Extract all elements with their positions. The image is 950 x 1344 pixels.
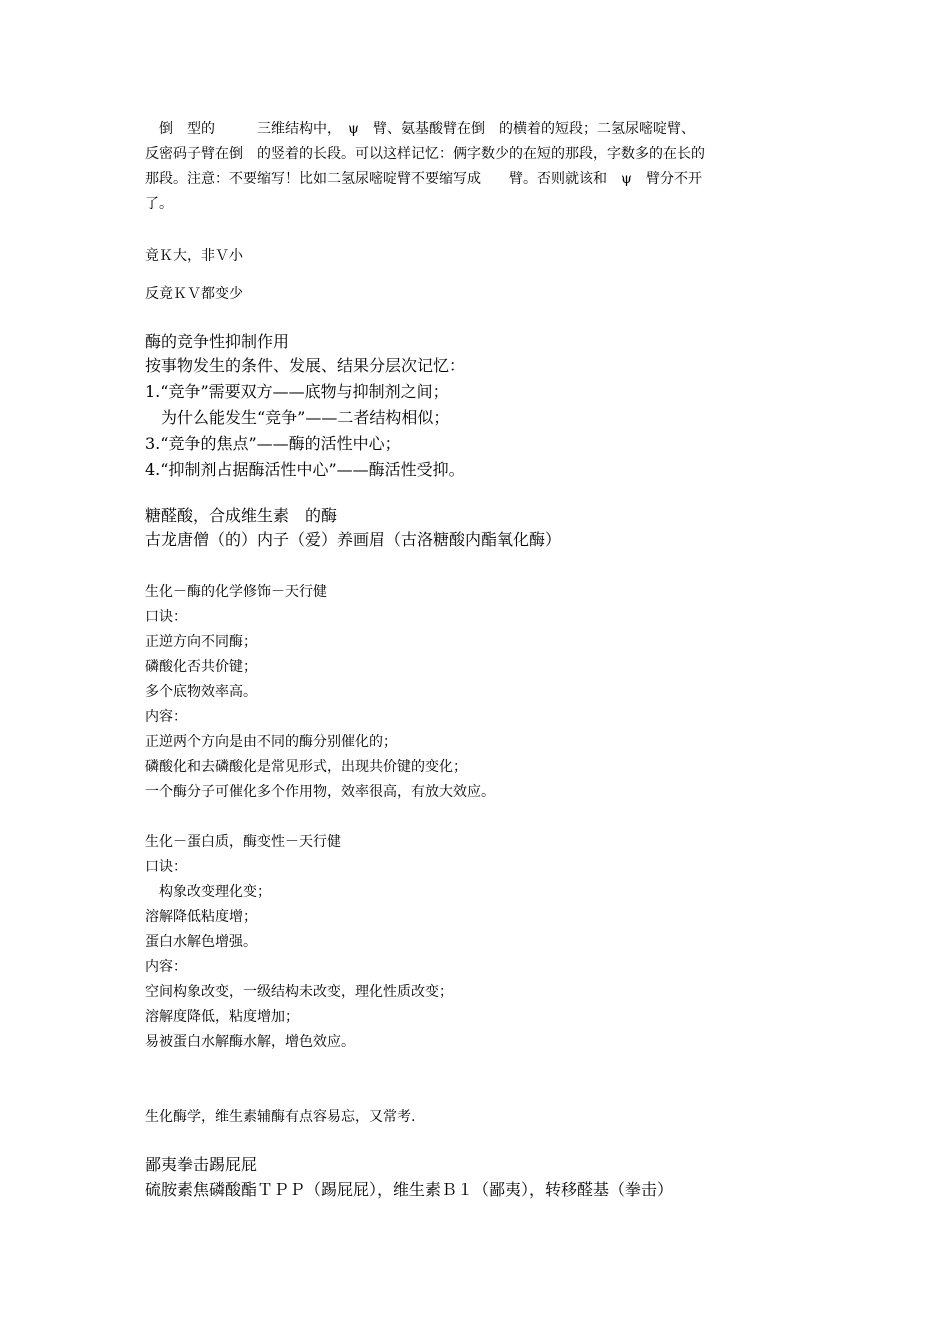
modification-content-3: 一个酶分子可催化多个作用物，效率很高，有放大效应。 [145, 784, 495, 800]
denature-rhyme-label: 口诀： [145, 859, 187, 875]
km-line-1: 竟Ｋ大，非Ｖ小 [145, 248, 243, 264]
modification-title: 生化－酶的化学修饰－天行健 [145, 584, 327, 600]
coenzyme-intro: 生化酶学，维生素辅酶有点容易忘，又常考. [145, 1109, 416, 1125]
denature-rhyme-3: 蛋白水解色增强。 [145, 934, 257, 950]
modification-rhyme-2: 磷酸化否共价键； [145, 659, 257, 675]
modification-content-1: 正逆两个方向是由不同的酶分别催化的； [145, 734, 397, 750]
intro-line-1: 倒 型的 三维结构中， ψ 臂、氨基酸臂在倒 的横着的短段；二氢尿嘧啶臂、 [145, 121, 695, 137]
denature-content-label: 内容： [145, 959, 187, 975]
coenzyme-line-1: 鄙夷拳击踢屁屁 [145, 1155, 258, 1174]
denature-rhyme-1: 构象改变理化变； [145, 884, 271, 900]
competitive-line-3: 为什么能发生“竞争”——二者结构相似； [145, 408, 450, 427]
competitive-line-5: 4.“抑制剂占据酶活性中心”——酶活性受抑。 [145, 460, 465, 479]
intro-line-2: 反密码子臂在倒 的竖着的长段。可以这样记忆：俩字数少的在短的那段，字数多的在长的 [145, 146, 705, 162]
intro-line-4: 了。 [145, 196, 173, 212]
km-line-2: 反竟ＫＶ都变少 [145, 286, 243, 302]
competitive-line-2: 1.“竞争”需要双方——底物与抑制剂之间； [145, 382, 449, 401]
denature-content-1: 空间构象改变，一级结构未改变，理化性质改变； [145, 984, 453, 1000]
vitc-line-1: 糖醛酸，合成维生素 的酶 [145, 506, 338, 525]
modification-content-2: 磷酸化和去磷酸化是常见形式，出现共价键的变化； [145, 759, 467, 775]
vitc-line-2: 古龙唐僧（的）内子（爱）养画眉（古洛糖酸内酯氧化酶） [145, 530, 562, 549]
denature-title: 生化－蛋白质，酶变性－天行健 [145, 834, 341, 850]
competitive-title: 酶的竞争性抑制作用 [145, 332, 290, 351]
modification-rhyme-1: 正逆方向不同酶； [145, 634, 257, 650]
modification-rhyme-label: 口诀： [145, 609, 187, 625]
competitive-line-1: 按事物发生的条件、发展、结果分层次记忆： [145, 356, 466, 375]
modification-content-label: 内容： [145, 709, 187, 725]
denature-rhyme-2: 溶解降低粘度增； [145, 909, 257, 925]
coenzyme-line-2: 硫胺素焦磷酸酯ＴＰＰ（踢屁屁），维生素Ｂ１（鄙夷），转移醛基（拳击） [145, 1180, 674, 1199]
denature-content-3: 易被蛋白水解酶水解，增色效应。 [145, 1034, 355, 1050]
denature-content-2: 溶解度降低，粘度增加； [145, 1009, 299, 1025]
competitive-line-4: 3.“竞争的焦点”——酶的活性中心； [145, 434, 401, 453]
modification-rhyme-3: 多个底物效率高。 [145, 684, 257, 700]
intro-line-3: 那段。注意：不要缩写！比如二氢尿嘧啶臂不要缩写成 臂。否则就该和 ψ 臂分不开 [145, 171, 702, 187]
